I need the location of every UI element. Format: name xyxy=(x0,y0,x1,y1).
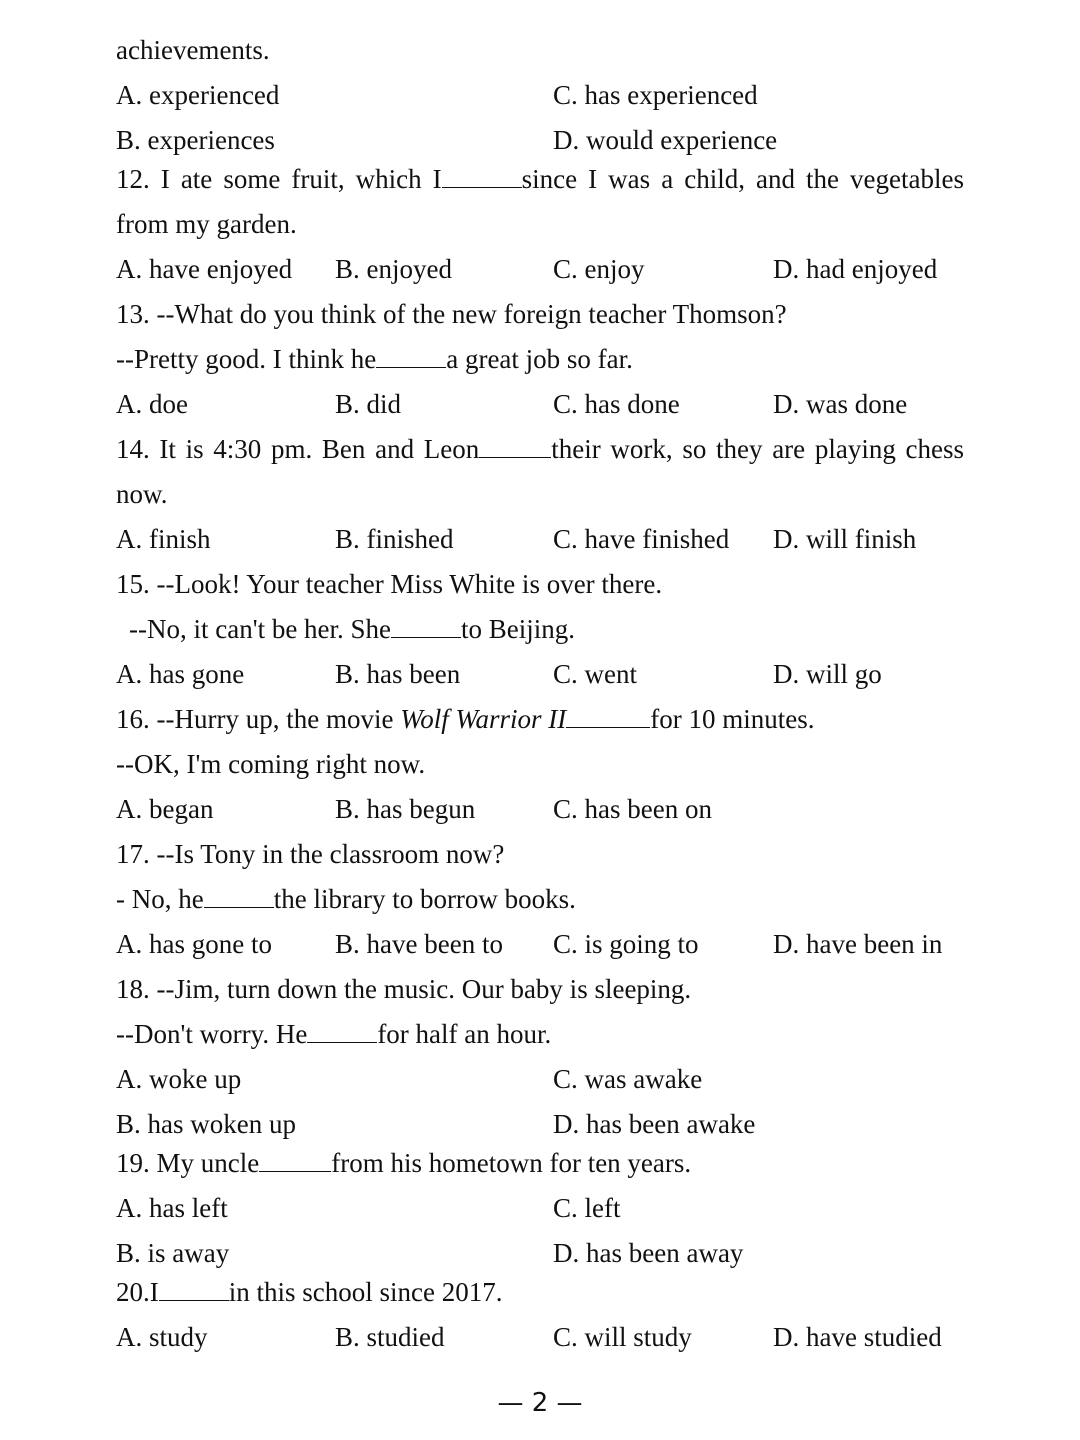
q17-stem: 17. --Is Tony in the classroom now? xyxy=(116,839,505,869)
q20-option-a: A. study xyxy=(116,1322,208,1352)
q16-option-b: B. has begun xyxy=(335,794,476,824)
q12-option-b: B. enjoyed xyxy=(335,254,452,284)
q17-option-b: B. have been to xyxy=(335,929,503,959)
q20-option-d: D. have studied xyxy=(773,1322,942,1352)
q19-option-a: A. has left xyxy=(116,1193,228,1223)
q13-option-a: A. doe xyxy=(116,389,188,419)
q14-stem-c: now. xyxy=(116,479,168,509)
q13-blank xyxy=(376,345,446,368)
q12-stem-b: since I was a child, and the vegetables xyxy=(521,164,964,194)
q12-stem xyxy=(116,162,964,196)
q18-option-d: D. has been awake xyxy=(553,1109,756,1139)
q17-reply-b: the library to borrow books. xyxy=(273,884,576,914)
q15-reply-b: to Beijing. xyxy=(461,614,576,644)
q15-option-c: C. went xyxy=(553,659,637,689)
q18-reply-b: for half an hour. xyxy=(377,1019,552,1049)
q12-option-a: A. have enjoyed xyxy=(116,254,293,284)
q20-stem xyxy=(116,1275,502,1309)
q14-stem-a: 14. It is 4:30 pm. Ben and Leon xyxy=(116,434,480,464)
q13-reply-a: --Pretty good. I think he xyxy=(116,344,377,374)
q17-option-a: A. has gone to xyxy=(116,929,272,959)
q12-option-d: D. had enjoyed xyxy=(773,254,938,284)
q13-reply-b: a great job so far. xyxy=(446,344,633,374)
q16-reply: --OK, I'm coming right now. xyxy=(116,749,426,779)
q14-option-d: D. will finish xyxy=(773,524,917,554)
q13-reply xyxy=(116,342,633,376)
q16-stem-a: 16. --Hurry up, the movie xyxy=(116,704,401,734)
q15-option-a: A. has gone xyxy=(116,659,245,689)
q20-option-b: B. studied xyxy=(335,1322,445,1352)
q20-stem-a: 20.I xyxy=(116,1277,159,1307)
q16-stem-b: for 10 minutes. xyxy=(650,704,815,734)
q14-option-c: C. have finished xyxy=(553,524,730,554)
q14-option-a: A. finish xyxy=(116,524,211,554)
q15-reply xyxy=(129,612,575,646)
q18-reply xyxy=(116,1017,551,1051)
q16-blank xyxy=(566,705,650,728)
q16-stem xyxy=(116,702,814,736)
q15-option-d: D. will go xyxy=(773,659,882,689)
q12-blank xyxy=(442,165,522,188)
q12-stem-c: from my garden. xyxy=(116,209,297,239)
q14-stem xyxy=(116,432,964,466)
q18-option-a: A. woke up xyxy=(116,1064,242,1094)
q16-option-c: C. has been on xyxy=(553,794,712,824)
q19-option-c: C. left xyxy=(553,1193,621,1223)
q18-blank xyxy=(307,1020,377,1043)
q18-option-c: C. was awake xyxy=(553,1064,703,1094)
q16-movie-title: Wolf Warrior II xyxy=(400,704,567,734)
q19-stem xyxy=(116,1146,691,1180)
q16-option-a: A. began xyxy=(116,794,214,824)
q17-option-d: D. have been in xyxy=(773,929,943,959)
page-number: — 2 — xyxy=(497,1388,583,1418)
q11-option-d: D. would experience xyxy=(553,125,778,155)
q20-blank xyxy=(159,1278,229,1301)
q13-option-b: B. did xyxy=(335,389,402,419)
q11-option-c: C. has experienced xyxy=(553,80,758,110)
q18-option-b: B. has woken up xyxy=(116,1109,296,1139)
q15-blank xyxy=(391,615,461,638)
q13-option-d: D. was done xyxy=(773,389,908,419)
q17-option-c: C. is going to xyxy=(553,929,699,959)
q19-option-d: D. has been away xyxy=(553,1238,744,1268)
q18-stem: 18. --Jim, turn down the music. Our baby is sleeping. xyxy=(116,974,692,1004)
q17-reply xyxy=(116,882,576,916)
q13-option-c: C. has done xyxy=(553,389,680,419)
q11-stem-end: achievements. xyxy=(116,35,270,65)
q19-option-b: B. is away xyxy=(116,1238,230,1268)
q14-stem-b: their work, so they are playing chess xyxy=(551,434,964,464)
q12-option-c: C. enjoy xyxy=(553,254,645,284)
q19-stem-b: from his hometown for ten years. xyxy=(331,1148,692,1178)
q11-option-b: B. experiences xyxy=(116,125,275,155)
q15-reply-a: --No, it can't be her. She xyxy=(129,614,392,644)
q19-stem-a: 19. My uncle xyxy=(116,1148,260,1178)
q20-stem-b: in this school since 2017. xyxy=(228,1277,503,1307)
q20-option-c: C. will study xyxy=(553,1322,692,1352)
q13-stem: 13. --What do you think of the new foreign teacher Thomson? xyxy=(116,299,787,329)
q19-blank xyxy=(259,1149,331,1172)
q11-option-a: A. experienced xyxy=(116,80,280,110)
q12-stem-a: 12. I ate some fruit, which I xyxy=(116,164,442,194)
q14-option-b: B. finished xyxy=(335,524,454,554)
q17-reply-a: - No, he xyxy=(116,884,204,914)
q18-reply-a: --Don't worry. He xyxy=(116,1019,308,1049)
q15-option-b: B. has been xyxy=(335,659,461,689)
q17-blank xyxy=(204,885,274,908)
q14-blank xyxy=(479,435,551,458)
q15-stem: 15. --Look! Your teacher Miss White is over there. xyxy=(116,569,663,599)
